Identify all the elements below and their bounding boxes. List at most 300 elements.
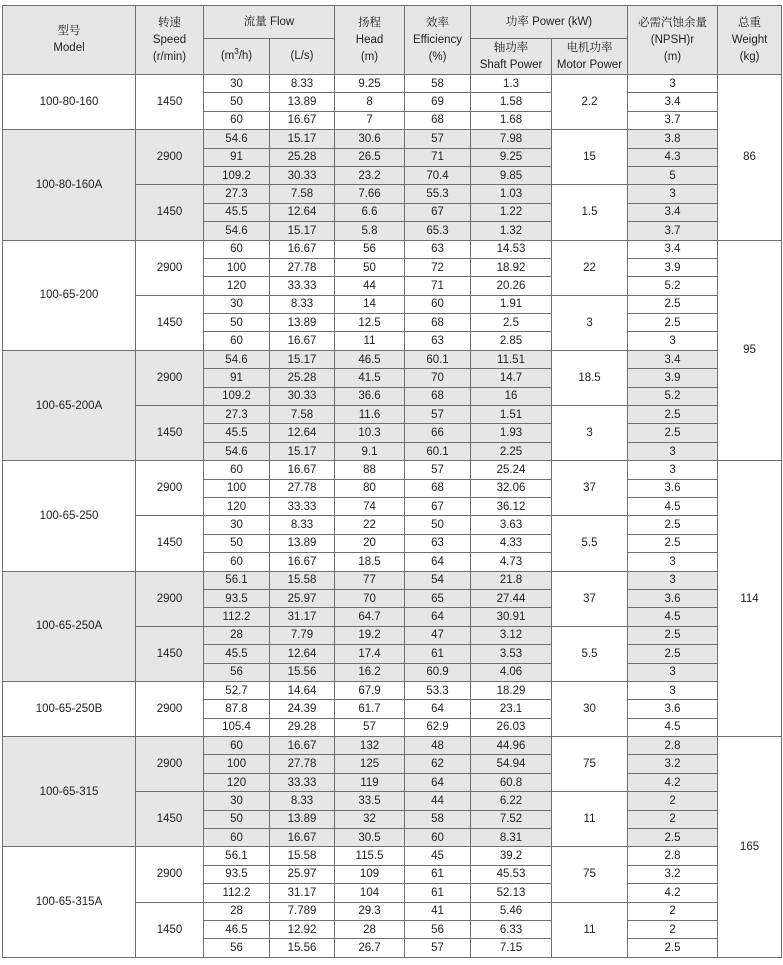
flow-m3h-cell: 50 (204, 534, 270, 552)
flow-m3h-cell: 45.5 (204, 424, 270, 442)
efficiency-cell: 62 (405, 755, 471, 773)
npsh-cell: 3.4 (628, 240, 718, 258)
npsh-cell: 4.2 (628, 773, 718, 791)
flow-ls-cell: 16.67 (270, 553, 335, 571)
efficiency-cell: 45 (405, 847, 471, 865)
motor-power-cell: 5.5 (552, 516, 628, 571)
shaft-power-cell: 3.63 (471, 516, 552, 534)
model-cell: 100-80-160A (3, 130, 136, 240)
speed-cell: 1450 (136, 516, 204, 571)
flow-ls-cell: 15.58 (270, 847, 335, 865)
table-row (3, 847, 782, 865)
shaft-power-cell: 16 (471, 387, 552, 405)
npsh-cell: 2.5 (628, 314, 718, 332)
flow-m3h-cell: 30 (204, 792, 270, 810)
flow-ls-cell: 24.39 (270, 700, 335, 718)
efficiency-cell: 56 (405, 920, 471, 938)
shaft-power-cell: 2.25 (471, 442, 552, 460)
table-row (3, 350, 782, 368)
head-cell: 32 (335, 810, 405, 828)
head-cell: 20 (335, 534, 405, 552)
head-cell: 22 (335, 516, 405, 534)
efficiency-cell: 57 (405, 406, 471, 424)
shaft-power-cell: 60.8 (471, 773, 552, 791)
efficiency-cell: 54 (405, 571, 471, 589)
shaft-power-cell: 9.25 (471, 148, 552, 166)
shaft-power-cell: 7.15 (471, 939, 552, 957)
motor-power-cell: 5.5 (552, 626, 628, 681)
npsh-cell: 2.5 (628, 406, 718, 424)
npsh-cell: 2 (628, 792, 718, 810)
flow-m3h-cell: 93.5 (204, 865, 270, 883)
head-cell: 23.2 (335, 166, 405, 184)
shaft-power-cell: 8.31 (471, 829, 552, 847)
flow-ls-cell: 33.33 (270, 773, 335, 791)
flow-m3h-cell: 28 (204, 902, 270, 920)
efficiency-cell: 63 (405, 534, 471, 552)
head-cell: 12.5 (335, 314, 405, 332)
efficiency-cell: 67 (405, 203, 471, 221)
shaft-power-cell: 4.73 (471, 553, 552, 571)
flow-ls-cell: 25.97 (270, 865, 335, 883)
efficiency-cell: 64 (405, 700, 471, 718)
flow-m3h-cell: 100 (204, 479, 270, 497)
npsh-cell: 2.5 (628, 645, 718, 663)
motor-power-cell: 75 (552, 737, 628, 792)
npsh-cell: 2.8 (628, 737, 718, 755)
speed-cell: 1450 (136, 792, 204, 847)
model-cell: 100-65-200A (3, 350, 136, 460)
head-cell: 56 (335, 240, 405, 258)
flow-ls-cell: 8.33 (270, 516, 335, 534)
head-cell: 26.5 (335, 148, 405, 166)
head-cell: 119 (335, 773, 405, 791)
head-cell: 33.5 (335, 792, 405, 810)
model-cell: 100-65-315A (3, 847, 136, 957)
table-row (3, 737, 782, 755)
efficiency-cell: 72 (405, 258, 471, 276)
header-model: 型号 Model (3, 6, 136, 75)
flow-m3h-cell: 54.6 (204, 350, 270, 368)
flow-ls-cell: 13.89 (270, 314, 335, 332)
head-cell: 115.5 (335, 847, 405, 865)
head-cell: 57 (335, 718, 405, 736)
flow-ls-cell: 13.89 (270, 810, 335, 828)
shaft-power-cell: 7.98 (471, 130, 552, 148)
efficiency-cell: 57 (405, 130, 471, 148)
shaft-power-cell: 25.24 (471, 461, 552, 479)
flow-m3h-cell: 52.7 (204, 681, 270, 699)
head-cell: 28 (335, 920, 405, 938)
speed-cell: 1450 (136, 902, 204, 957)
shaft-power-cell: 18.92 (471, 258, 552, 276)
model-cell: 100-65-315 (3, 737, 136, 847)
speed-cell: 1450 (136, 626, 204, 681)
head-cell: 26.7 (335, 939, 405, 957)
speed-cell: 2900 (136, 681, 204, 736)
shaft-power-cell: 9.85 (471, 166, 552, 184)
shaft-power-cell: 1.3 (471, 75, 552, 93)
efficiency-cell: 65 (405, 589, 471, 607)
shaft-power-cell: 18.29 (471, 681, 552, 699)
head-cell: 132 (335, 737, 405, 755)
efficiency-cell: 64 (405, 773, 471, 791)
flow-ls-cell: 30.33 (270, 166, 335, 184)
efficiency-cell: 64 (405, 608, 471, 626)
npsh-cell: 3 (628, 332, 718, 350)
npsh-cell: 2.8 (628, 847, 718, 865)
head-cell: 30.6 (335, 130, 405, 148)
npsh-cell: 5.2 (628, 277, 718, 295)
head-cell: 17.4 (335, 645, 405, 663)
npsh-cell: 3 (628, 663, 718, 681)
head-cell: 16.2 (335, 663, 405, 681)
head-cell: 18.5 (335, 553, 405, 571)
shaft-power-cell: 32.06 (471, 479, 552, 497)
motor-power-cell: 37 (552, 571, 628, 626)
header-flow-m3h: $(m^3/h)$ (204, 39, 270, 75)
head-cell: 50 (335, 258, 405, 276)
npsh-cell: 3 (628, 553, 718, 571)
npsh-cell: 2 (628, 810, 718, 828)
flow-m3h-cell: 60 (204, 332, 270, 350)
flow-m3h-cell: 93.5 (204, 589, 270, 607)
flow-ls-cell: 29.28 (270, 718, 335, 736)
table-row (3, 571, 782, 589)
header-motor-power: 电机功率 Motor Power (552, 39, 628, 75)
npsh-cell: 4.2 (628, 884, 718, 902)
flow-ls-cell: 16.67 (270, 240, 335, 258)
speed-cell: 2900 (136, 737, 204, 792)
efficiency-cell: 71 (405, 148, 471, 166)
npsh-cell: 3.9 (628, 369, 718, 387)
speed-cell: 1450 (136, 75, 204, 130)
shaft-power-cell: 1.58 (471, 93, 552, 111)
flow-ls-cell: 15.56 (270, 663, 335, 681)
flow-ls-cell: 8.33 (270, 75, 335, 93)
model-cell: 100-80-160 (3, 75, 136, 130)
efficiency-cell: 60.1 (405, 350, 471, 368)
efficiency-cell: 63 (405, 240, 471, 258)
shaft-power-cell: 2.5 (471, 314, 552, 332)
shaft-power-cell: 39.2 (471, 847, 552, 865)
npsh-cell: 3.7 (628, 111, 718, 129)
shaft-power-cell: 20.26 (471, 277, 552, 295)
flow-m3h-cell: 45.5 (204, 645, 270, 663)
shaft-power-cell: 23.1 (471, 700, 552, 718)
efficiency-cell: 57 (405, 461, 471, 479)
efficiency-cell: 67 (405, 497, 471, 515)
speed-cell: 2900 (136, 240, 204, 295)
speed-cell: 2900 (136, 847, 204, 902)
header-power: 功率 Power (kW) (471, 6, 628, 39)
flow-m3h-cell: 60 (204, 737, 270, 755)
head-cell: 104 (335, 884, 405, 902)
flow-ls-cell: 30.33 (270, 387, 335, 405)
flow-ls-cell: 8.33 (270, 295, 335, 313)
weight-cell: 95 (718, 240, 782, 461)
flow-m3h-cell: 60 (204, 829, 270, 847)
head-cell: 11.6 (335, 406, 405, 424)
flow-m3h-cell: 50 (204, 314, 270, 332)
npsh-cell: 3.7 (628, 222, 718, 240)
efficiency-cell: 47 (405, 626, 471, 644)
shaft-power-cell: 4.06 (471, 663, 552, 681)
shaft-power-cell: 45.53 (471, 865, 552, 883)
efficiency-cell: 68 (405, 314, 471, 332)
flow-m3h-cell: 28 (204, 626, 270, 644)
table-row (3, 461, 782, 479)
shaft-power-cell: 1.68 (471, 111, 552, 129)
table-row (3, 75, 782, 93)
efficiency-cell: 62.9 (405, 718, 471, 736)
shaft-power-cell: 1.93 (471, 424, 552, 442)
npsh-cell: 3.4 (628, 203, 718, 221)
model-cell: 100-65-250B (3, 681, 136, 736)
motor-power-cell: 22 (552, 240, 628, 295)
flow-ls-cell: 12.64 (270, 645, 335, 663)
efficiency-cell: 68 (405, 111, 471, 129)
weight-cell: 114 (718, 461, 782, 737)
efficiency-cell: 48 (405, 737, 471, 755)
npsh-cell: 3.2 (628, 865, 718, 883)
motor-power-cell: 30 (552, 681, 628, 736)
flow-m3h-cell: 60 (204, 111, 270, 129)
efficiency-cell: 53.3 (405, 681, 471, 699)
flow-ls-cell: 27.78 (270, 755, 335, 773)
flow-m3h-cell: 109.2 (204, 387, 270, 405)
flow-ls-cell: 7.58 (270, 406, 335, 424)
flow-m3h-cell: 112.2 (204, 884, 270, 902)
flow-ls-cell: 27.78 (270, 479, 335, 497)
speed-cell: 2900 (136, 350, 204, 405)
flow-ls-cell: 25.28 (270, 148, 335, 166)
header-flow-ls: (L/s) (270, 39, 335, 75)
shaft-power-cell: 14.7 (471, 369, 552, 387)
head-cell: 19.2 (335, 626, 405, 644)
head-cell: 64.7 (335, 608, 405, 626)
flow-m3h-cell: 60 (204, 240, 270, 258)
npsh-cell: 2.5 (628, 295, 718, 313)
head-cell: 77 (335, 571, 405, 589)
flow-m3h-cell: 120 (204, 497, 270, 515)
efficiency-cell: 44 (405, 792, 471, 810)
flow-ls-cell: 33.33 (270, 497, 335, 515)
efficiency-cell: 55.3 (405, 185, 471, 203)
shaft-power-cell: 54.94 (471, 755, 552, 773)
flow-ls-cell: 12.64 (270, 203, 335, 221)
header-head: 扬程 Head (m) (335, 6, 405, 75)
efficiency-cell: 61 (405, 884, 471, 902)
shaft-power-cell: 1.32 (471, 222, 552, 240)
flow-m3h-cell: 105.4 (204, 718, 270, 736)
shaft-power-cell: 5.46 (471, 902, 552, 920)
flow-ls-cell: 7.58 (270, 185, 335, 203)
npsh-cell: 3 (628, 571, 718, 589)
npsh-cell: 5 (628, 166, 718, 184)
flow-ls-cell: 15.58 (270, 571, 335, 589)
npsh-cell: 5.2 (628, 387, 718, 405)
speed-cell: 1450 (136, 185, 204, 240)
npsh-cell: 3 (628, 442, 718, 460)
header-efficiency: 效率 Efficiency (%) (405, 6, 471, 75)
shaft-power-cell: 14.53 (471, 240, 552, 258)
efficiency-cell: 60.1 (405, 442, 471, 460)
shaft-power-cell: 36.12 (471, 497, 552, 515)
shaft-power-cell: 3.53 (471, 645, 552, 663)
table-row (3, 130, 782, 148)
flow-m3h-cell: 50 (204, 93, 270, 111)
efficiency-cell: 68 (405, 479, 471, 497)
head-cell: 70 (335, 589, 405, 607)
weight-cell: 165 (718, 737, 782, 958)
header-npsh: 必需汽蚀余量 (NPSH)r (m) (628, 6, 718, 75)
efficiency-cell: 58 (405, 810, 471, 828)
efficiency-cell: 61 (405, 865, 471, 883)
flow-m3h-cell: 45.5 (204, 203, 270, 221)
efficiency-cell: 60 (405, 295, 471, 313)
head-cell: 36.6 (335, 387, 405, 405)
shaft-power-cell: 6.22 (471, 792, 552, 810)
npsh-cell: 2.5 (628, 424, 718, 442)
flow-m3h-cell: 112.2 (204, 608, 270, 626)
flow-ls-cell: 7.79 (270, 626, 335, 644)
speed-cell: 2900 (136, 461, 204, 516)
efficiency-cell: 64 (405, 553, 471, 571)
table-header (3, 6, 782, 75)
flow-m3h-cell: 54.6 (204, 222, 270, 240)
head-cell: 9.1 (335, 442, 405, 460)
flow-m3h-cell: 91 (204, 369, 270, 387)
head-cell: 7.66 (335, 185, 405, 203)
efficiency-cell: 60 (405, 829, 471, 847)
npsh-cell: 3 (628, 75, 718, 93)
flow-ls-cell: 31.17 (270, 884, 335, 902)
shaft-power-cell: 6.33 (471, 920, 552, 938)
flow-m3h-cell: 56.1 (204, 571, 270, 589)
flow-m3h-cell: 50 (204, 810, 270, 828)
head-cell: 125 (335, 755, 405, 773)
head-cell: 9.25 (335, 75, 405, 93)
head-cell: 30.5 (335, 829, 405, 847)
flow-ls-cell: 25.28 (270, 369, 335, 387)
npsh-cell: 3.6 (628, 589, 718, 607)
npsh-cell: 4.3 (628, 148, 718, 166)
npsh-cell: 2 (628, 920, 718, 938)
shaft-power-cell: 26.03 (471, 718, 552, 736)
motor-power-cell: 18.5 (552, 350, 628, 405)
flow-m3h-cell: 91 (204, 148, 270, 166)
flow-ls-cell: 16.67 (270, 461, 335, 479)
pump-performance-table (2, 5, 782, 958)
motor-power-cell: 1.5 (552, 185, 628, 240)
flow-m3h-cell: 56.1 (204, 847, 270, 865)
speed-cell: 1450 (136, 295, 204, 350)
head-cell: 80 (335, 479, 405, 497)
shaft-power-cell: 21.8 (471, 571, 552, 589)
npsh-cell: 3 (628, 681, 718, 699)
head-cell: 74 (335, 497, 405, 515)
head-cell: 67.9 (335, 681, 405, 699)
efficiency-cell: 68 (405, 387, 471, 405)
flow-ls-cell: 15.17 (270, 222, 335, 240)
motor-power-cell: 2.2 (552, 75, 628, 130)
motor-power-cell: 3 (552, 295, 628, 350)
head-cell: 14 (335, 295, 405, 313)
head-cell: 7 (335, 111, 405, 129)
efficiency-cell: 70.4 (405, 166, 471, 184)
head-cell: 44 (335, 277, 405, 295)
efficiency-cell: 69 (405, 93, 471, 111)
shaft-power-cell: 11.51 (471, 350, 552, 368)
flow-m3h-cell: 60 (204, 553, 270, 571)
head-cell: 29.3 (335, 902, 405, 920)
header-speed: 转速 Speed (r/min) (136, 6, 204, 75)
efficiency-cell: 61 (405, 645, 471, 663)
npsh-cell: 3.8 (628, 130, 718, 148)
header-weight: 总重 Weight (kg) (718, 6, 782, 75)
flow-ls-cell: 25.97 (270, 589, 335, 607)
flow-m3h-cell: 46.5 (204, 920, 270, 938)
shaft-power-cell: 1.91 (471, 295, 552, 313)
head-cell: 8 (335, 93, 405, 111)
shaft-power-cell: 1.51 (471, 406, 552, 424)
shaft-power-cell: 4.33 (471, 534, 552, 552)
head-cell: 41.5 (335, 369, 405, 387)
flow-ls-cell: 27.78 (270, 258, 335, 276)
efficiency-cell: 65.3 (405, 222, 471, 240)
table-body (3, 75, 782, 958)
efficiency-cell: 50 (405, 516, 471, 534)
speed-cell: 2900 (136, 571, 204, 626)
npsh-cell: 4.5 (628, 497, 718, 515)
flow-ls-cell: 12.64 (270, 424, 335, 442)
shaft-power-cell: 44.96 (471, 737, 552, 755)
flow-ls-cell: 16.67 (270, 111, 335, 129)
head-cell: 11 (335, 332, 405, 350)
motor-power-cell: 3 (552, 406, 628, 461)
shaft-power-cell: 52.13 (471, 884, 552, 902)
shaft-power-cell: 2.85 (471, 332, 552, 350)
flow-m3h-cell: 87.8 (204, 700, 270, 718)
flow-ls-cell: 8.33 (270, 792, 335, 810)
header-shaft-power: 轴功率 Shaft Power (471, 39, 552, 75)
flow-ls-cell: 13.89 (270, 93, 335, 111)
head-cell: 6.6 (335, 203, 405, 221)
flow-ls-cell: 15.56 (270, 939, 335, 957)
flow-ls-cell: 33.33 (270, 277, 335, 295)
head-cell: 88 (335, 461, 405, 479)
flow-ls-cell: 7.789 (270, 902, 335, 920)
flow-m3h-cell: 27.3 (204, 185, 270, 203)
flow-ls-cell: 14.64 (270, 681, 335, 699)
flow-m3h-cell: 56 (204, 939, 270, 957)
npsh-cell: 3.4 (628, 93, 718, 111)
shaft-power-cell: 3.12 (471, 626, 552, 644)
flow-m3h-cell: 30 (204, 516, 270, 534)
head-cell: 46.5 (335, 350, 405, 368)
flow-m3h-cell: 60 (204, 461, 270, 479)
efficiency-cell: 71 (405, 277, 471, 295)
motor-power-cell: 37 (552, 461, 628, 516)
shaft-power-cell: 27.44 (471, 589, 552, 607)
efficiency-cell: 66 (405, 424, 471, 442)
npsh-cell: 4.5 (628, 608, 718, 626)
efficiency-cell: 70 (405, 369, 471, 387)
speed-cell: 1450 (136, 406, 204, 461)
npsh-cell: 3.2 (628, 755, 718, 773)
motor-power-cell: 75 (552, 847, 628, 902)
